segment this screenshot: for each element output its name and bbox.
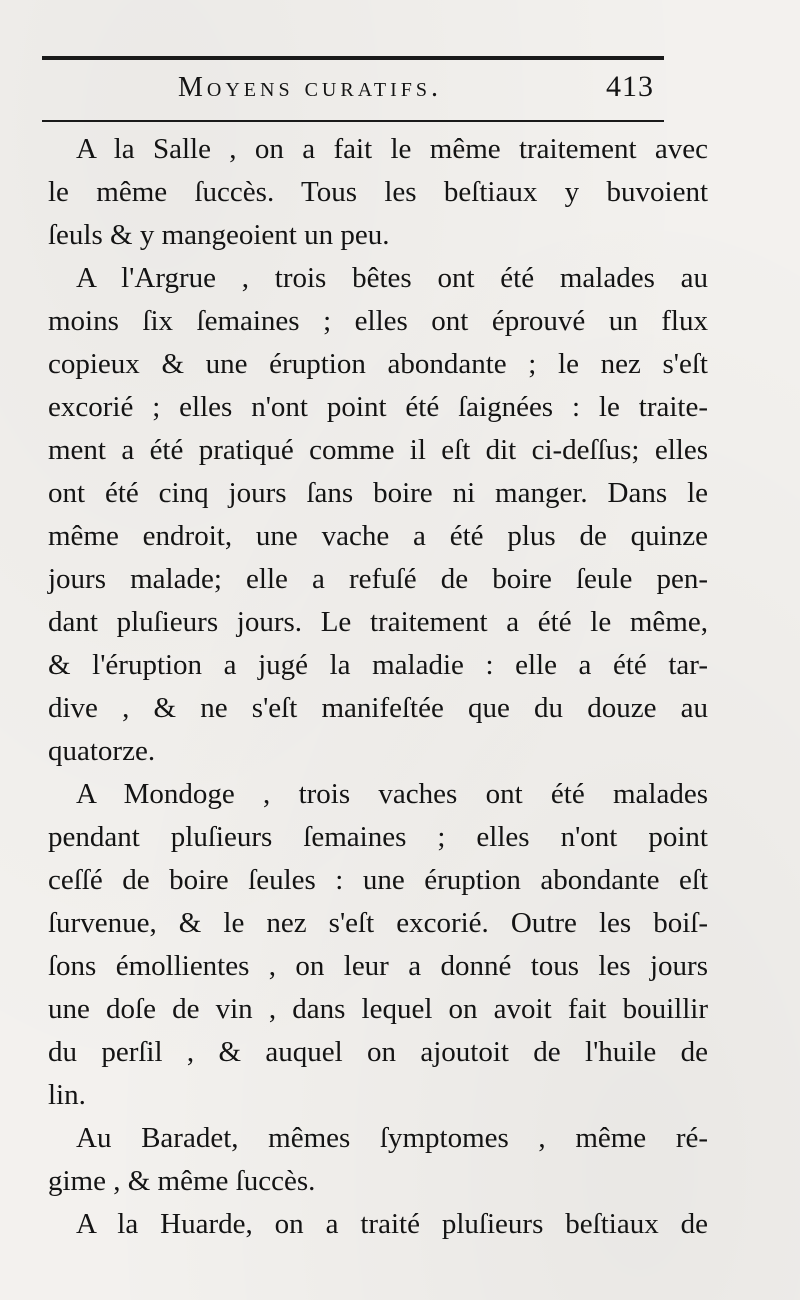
text-line: le même ſuccès. Tous les beſtiaux y buvoient	[48, 176, 708, 208]
text-line: excorié ; elles n'ont point été ſaignées : le traite-	[48, 391, 708, 423]
text-line: A la Salle , on a fait le même traitement avec	[76, 133, 708, 165]
header-rule-top	[42, 56, 664, 60]
text-line: gime , & même ſuccès.	[48, 1165, 316, 1197]
text-line: A l'Argrue , trois bêtes ont été malades au	[76, 262, 708, 294]
text-line: dant pluſieurs jours. Le traitement a été le même,	[48, 606, 708, 638]
text-line: jours malade; elle a refuſé de boire ſeule pen-	[48, 563, 708, 595]
text-line: lin.	[48, 1079, 86, 1111]
text-line: dive , & ne s'eſt manifeſtée que du douze au	[48, 692, 708, 724]
header-rule-bottom	[42, 120, 664, 122]
text-line: pendant pluſieurs ſemaines ; elles n'ont point	[48, 821, 708, 853]
running-head	[42, 66, 664, 116]
page-number: 413	[606, 70, 654, 103]
text-line: du perſil , & auquel on ajoutoit de l'huile de	[48, 1036, 708, 1068]
text-line: A la Huarde, on a traité pluſieurs beſtiaux de	[76, 1208, 708, 1240]
running-title: Moyens curatifs.	[178, 72, 443, 103]
text-line: même endroit, une vache a été plus de quinze	[48, 520, 708, 552]
text-line: une doſe de vin , dans lequel on avoit fait bouillir	[48, 993, 708, 1025]
text-line: copieux & une éruption abondante ; le nez s'eſt	[48, 348, 708, 380]
text-line: ſons émollientes , on leur a donné tous les jours	[48, 950, 708, 982]
text-line: ceſſé de boire ſeules : une éruption abondante eſt	[48, 864, 708, 896]
text-line: Au Baradet, mêmes ſymptomes , même ré-	[76, 1122, 708, 1154]
text-line: & l'éruption a jugé la maladie : elle a été tar-	[48, 649, 708, 681]
text-line: quatorze.	[48, 735, 156, 767]
text-line: ont été cinq jours ſans boire ni manger. Dans le	[48, 477, 708, 509]
body-text	[48, 128, 708, 1246]
text-line: A Mondoge , trois vaches ont été malades	[76, 778, 708, 810]
text-line: moins ſix ſemaines ; elles ont éprouvé un flux	[48, 305, 708, 337]
text-line: ſurvenue, & le nez s'eſt excorié. Outre les boiſ-	[48, 907, 708, 939]
text-line: ment a été pratiqué comme il eſt dit ci-deſſus; elles	[48, 434, 708, 466]
text-line: ſeuls & y mangeoient un peu.	[48, 219, 390, 251]
